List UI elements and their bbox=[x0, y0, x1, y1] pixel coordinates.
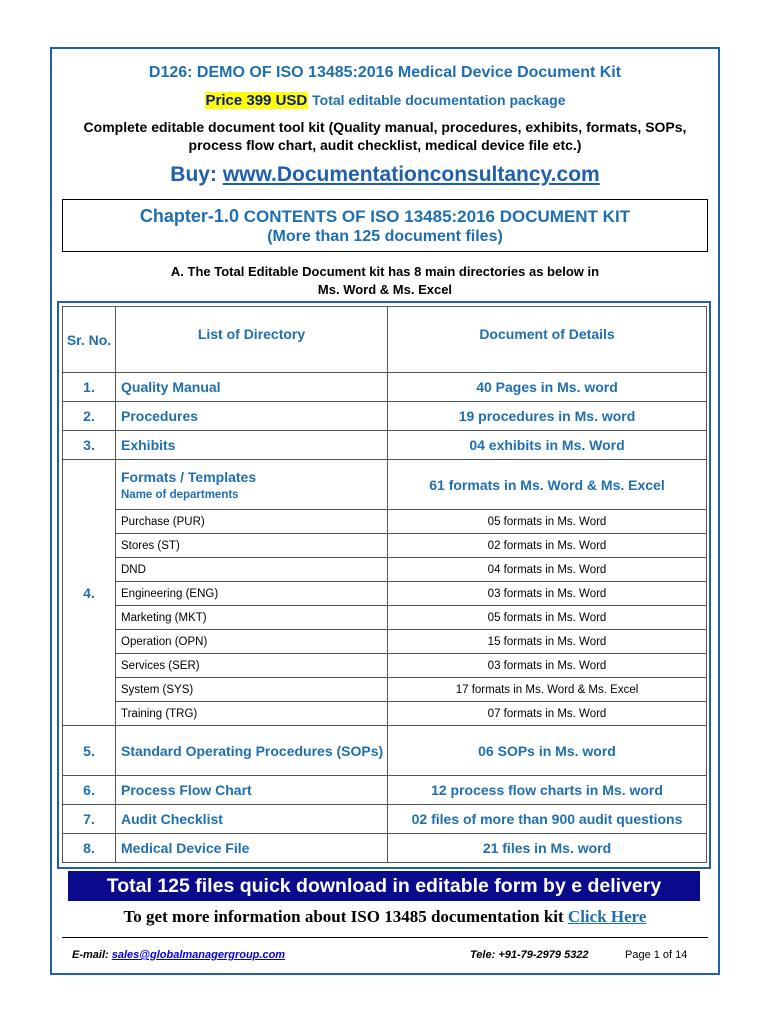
directory-table bbox=[62, 306, 707, 863]
chapter-subtitle: (More than 125 document files) bbox=[267, 228, 503, 245]
formats-title: Formats / Templates bbox=[121, 468, 257, 485]
delivery-banner: Total 125 files quick download in editable form by e delivery bbox=[68, 871, 700, 901]
header-directory: List of Directory bbox=[116, 307, 388, 373]
row-detail: 21 files in Ms. word bbox=[388, 834, 707, 863]
price-subtitle: Total editable documentation package bbox=[312, 92, 566, 108]
row-directory: Standard Operating Procedures (SOPs) bbox=[116, 726, 388, 776]
buy-label: Buy: bbox=[170, 163, 217, 186]
row-sr: 2. bbox=[63, 402, 116, 431]
row-detail: 19 procedures in Ms. word bbox=[388, 402, 707, 431]
header-sr-no: Sr. No. bbox=[63, 307, 116, 373]
intro-line-1: A. The Total Editable Document kit has 8 main directories as below in bbox=[170, 264, 600, 279]
table-row bbox=[63, 776, 707, 805]
row-detail: 12 process flow charts in Ms. word bbox=[388, 776, 707, 805]
chapter-title bbox=[63, 206, 707, 227]
row-directory bbox=[116, 460, 388, 510]
department-name: Engineering (ENG) bbox=[116, 582, 388, 606]
department-detail: 03 formats in Ms. Word bbox=[388, 582, 707, 606]
row-detail: 40 Pages in Ms. word bbox=[388, 373, 707, 402]
department-name: Operation (OPN) bbox=[116, 630, 388, 654]
row-detail: 61 formats in Ms. Word & Ms. Excel bbox=[388, 460, 707, 510]
department-name: Services (SER) bbox=[116, 654, 388, 678]
tele-number: +91-79-2979 5322 bbox=[498, 949, 589, 961]
table-row bbox=[63, 402, 707, 431]
table-row bbox=[63, 726, 707, 776]
chapter-heading-box bbox=[62, 199, 708, 252]
tele-label: Tele: bbox=[470, 949, 496, 961]
departments-note: Name of departments bbox=[121, 488, 239, 501]
department-name: Stores (ST) bbox=[116, 534, 388, 558]
department-row bbox=[63, 510, 707, 534]
row-directory: Audit Checklist bbox=[116, 805, 388, 834]
department-name: Training (TRG) bbox=[116, 702, 388, 726]
row-detail: 04 exhibits in Ms. Word bbox=[388, 431, 707, 460]
row-detail: 06 SOPs in Ms. word bbox=[388, 726, 707, 776]
row-sr: 3. bbox=[63, 431, 116, 460]
row-sr: 4. bbox=[63, 460, 116, 726]
row-directory: Medical Device File bbox=[116, 834, 388, 863]
row-directory: Procedures bbox=[116, 402, 388, 431]
footer-email bbox=[72, 949, 285, 961]
kit-description: Complete editable document tool kit (Quality manual, procedures, exhibits, formats, SOPs, process flow chart, audit checklist, medical device file etc.) bbox=[83, 119, 687, 153]
department-detail: 02 formats in Ms. Word bbox=[388, 534, 707, 558]
email-link[interactable]: sales@globalmanagergroup.com bbox=[111, 949, 286, 961]
buy-link[interactable]: www.Documentationconsultancy.com bbox=[222, 163, 600, 186]
department-detail: 03 formats in Ms. Word bbox=[388, 654, 707, 678]
row-sr: 1. bbox=[63, 373, 116, 402]
click-here-link[interactable]: Click Here bbox=[567, 907, 647, 926]
price-line bbox=[50, 92, 720, 109]
row-sr: 5. bbox=[63, 726, 116, 776]
table-header-row bbox=[63, 307, 707, 373]
department-row bbox=[63, 582, 707, 606]
chapter-prefix: Chapter-1.0 bbox=[139, 206, 239, 226]
table-row-formats bbox=[63, 460, 707, 510]
department-detail: 15 formats in Ms. Word bbox=[388, 630, 707, 654]
department-name: Marketing (MKT) bbox=[116, 606, 388, 630]
department-row bbox=[63, 630, 707, 654]
header-details: Document of Details bbox=[388, 307, 707, 373]
department-row bbox=[63, 534, 707, 558]
department-detail: 17 formats in Ms. Word & Ms. Excel bbox=[388, 678, 707, 702]
chapter-name: CONTENTS OF ISO 13485:2016 DOCUMENT KIT bbox=[243, 207, 631, 226]
table-row bbox=[63, 834, 707, 863]
intro-line-2: Ms. Word & Ms. Excel bbox=[317, 282, 453, 297]
department-detail: 07 formats in Ms. Word bbox=[388, 702, 707, 726]
email-label: E-mail: bbox=[72, 949, 109, 961]
row-sr: 7. bbox=[63, 805, 116, 834]
table-row bbox=[63, 805, 707, 834]
more-info-text: To get more information about ISO 13485 documentation kit bbox=[123, 907, 564, 926]
row-detail: 02 files of more than 900 audit questions bbox=[388, 805, 707, 834]
department-row bbox=[63, 702, 707, 726]
department-row bbox=[63, 558, 707, 582]
department-name: DND bbox=[116, 558, 388, 582]
table-row bbox=[63, 431, 707, 460]
row-directory: Process Flow Chart bbox=[116, 776, 388, 805]
department-row bbox=[63, 654, 707, 678]
footer-telephone bbox=[470, 949, 589, 961]
department-row bbox=[63, 606, 707, 630]
row-directory: Exhibits bbox=[116, 431, 388, 460]
table-row bbox=[63, 373, 707, 402]
row-sr: 6. bbox=[63, 776, 116, 805]
department-detail: 05 formats in Ms. Word bbox=[388, 606, 707, 630]
department-row bbox=[63, 678, 707, 702]
row-directory: Quality Manual bbox=[116, 373, 388, 402]
page-number: Page 1 of 14 bbox=[625, 949, 688, 961]
department-detail: 04 formats in Ms. Word bbox=[388, 558, 707, 582]
department-name: System (SYS) bbox=[116, 678, 388, 702]
more-info-line bbox=[50, 907, 720, 927]
department-name: Purchase (PUR) bbox=[116, 510, 388, 534]
intro-text bbox=[50, 263, 720, 299]
price-highlight: Price 399 USD bbox=[205, 92, 308, 109]
document-title: D126: DEMO OF ISO 13485:2016 Medical Device Document Kit bbox=[148, 64, 622, 81]
footer-divider bbox=[62, 937, 708, 938]
buy-line bbox=[50, 163, 720, 187]
department-detail: 05 formats in Ms. Word bbox=[388, 510, 707, 534]
row-sr: 8. bbox=[63, 834, 116, 863]
